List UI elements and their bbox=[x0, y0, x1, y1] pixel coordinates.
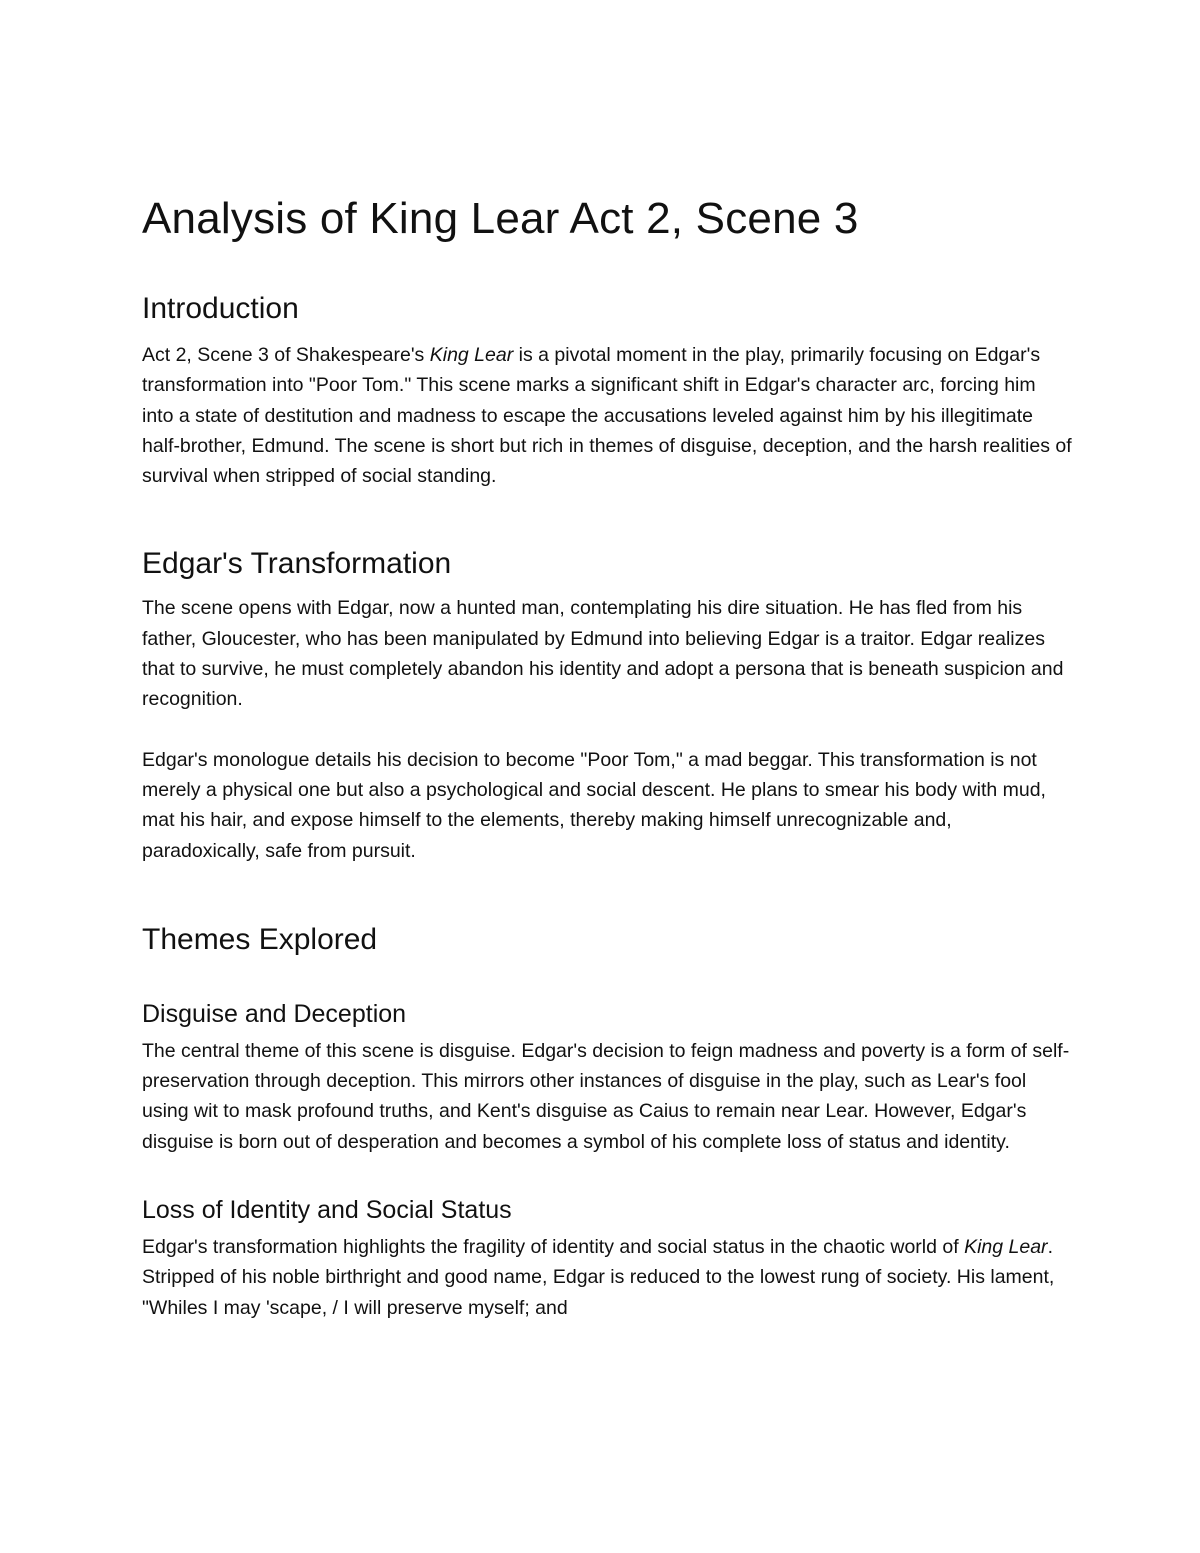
identity-text-end: . Stripped of his noble birthright and good name, Edgar is reduced to the lowest rung of society. His lament, "Whiles I may 'scape, / I will preserve myself; and bbox=[142, 1236, 1055, 1319]
introduction-paragraph bbox=[142, 340, 1072, 491]
identity-paragraph bbox=[142, 1232, 1072, 1323]
identity-play-title: King Lear bbox=[964, 1236, 1048, 1259]
section-heading-themes: Themes Explored bbox=[142, 922, 378, 956]
section-heading-transformation: Edgar's Transformation bbox=[142, 547, 452, 581]
introduction-text-end: is a pivotal moment in the play, primarily focusing on Edgar's transformation into "Poor Tom." This scene marks a significant shift in Edgar's character arc, forcing him into a state of destitution and madness to escape the accusations leveled against him by his illegitimate half-brother, Edmund. The scene is short but rich in themes of disguise, deception, and the harsh realities of survival when stripped of social standing. bbox=[142, 344, 1072, 488]
subsection-heading-disguise: Disguise and Deception bbox=[142, 999, 407, 1028]
transformation-paragraph-1: The scene opens with Edgar, now a hunted man, contemplating his dire situation. He has fled from his father, Gloucester, who has been manipulated by Edmund into believing Edgar is a traitor. Edgar realizes that to survive, he must completely abandon his identity and adopt a persona that is beneath suspicion and recognition. bbox=[142, 597, 1064, 711]
introduction-text-start: Act 2, Scene 3 of Shakespeare's bbox=[142, 344, 430, 366]
document-title: Analysis of King Lear Act 2, Scene 3 bbox=[142, 194, 859, 243]
identity-text-start: Edgar's transformation highlights the fragility of identity and social status in the chaotic world of bbox=[142, 1236, 965, 1259]
document-page bbox=[142, 188, 1072, 1323]
disguise-paragraph: The central theme of this scene is disguise. Edgar's decision to feign madness and poverty is a form of self-preservation through deception. This mirrors other instances of disguise in the play, such as Lear's fool using wit to mask profound truths, and Kent's disguise as Caius to remain near Lear. However, Edgar's disguise is born out of desperation and becomes a symbol of his complete loss of status and identity. bbox=[142, 1039, 1070, 1153]
subsection-heading-identity: Loss of Identity and Social Status bbox=[142, 1196, 512, 1225]
section-heading-introduction: Introduction bbox=[142, 292, 299, 325]
transformation-paragraph-2: Edgar's monologue details his decision to become "Poor Tom," a mad beggar. This transformation is not merely a physical one but also a psychological and social descent. He plans to smear his body with mud, mat his hair, and expose himself to the elements, thereby making himself unrecognizable and, paradoxically, safe from pursuit. bbox=[142, 748, 1046, 862]
introduction-play-title: King Lear bbox=[429, 344, 514, 366]
